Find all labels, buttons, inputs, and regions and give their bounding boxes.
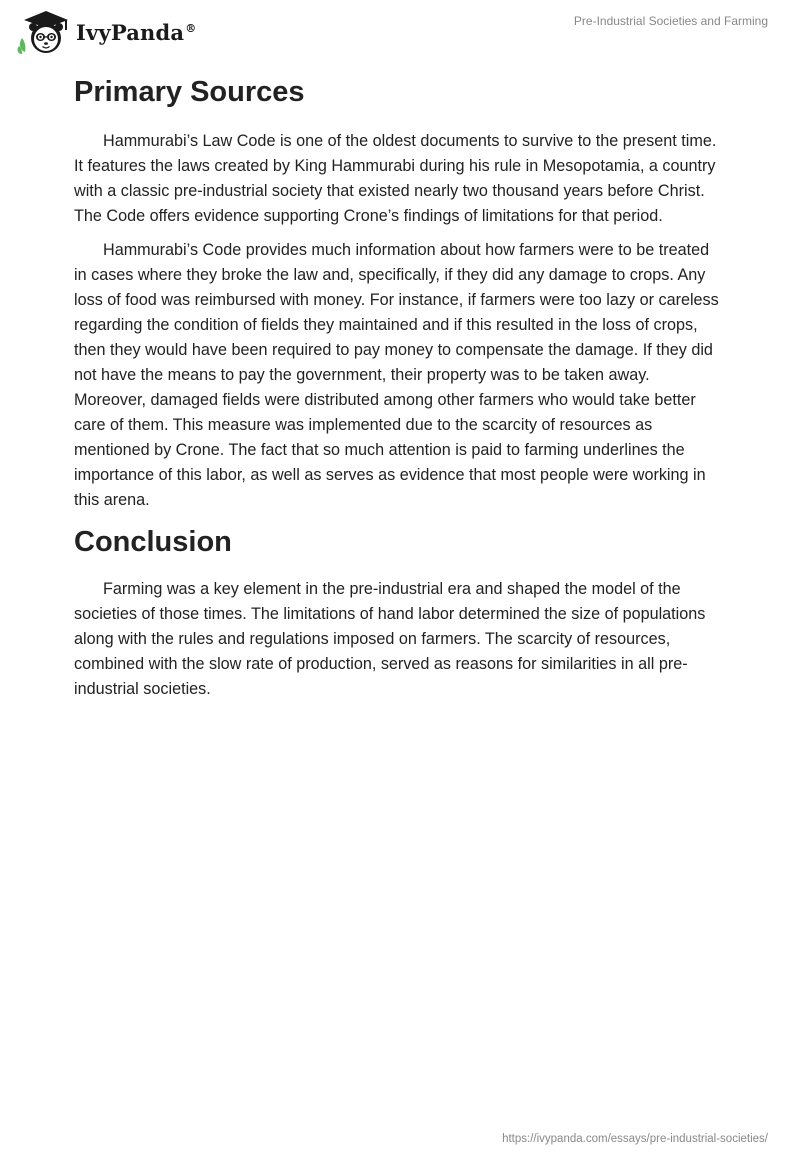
brand-name: IvyPanda® [76, 19, 197, 45]
paragraph: Hammurabi’s Law Code is one of the oldest documents to survive to the present time. It features the laws created by King Hammurabi during his rule in Mesopotamia, a country with a classic pre-industrial society that existed nearly two thousand years before Christ. The Code offers evidence supporting Crone’s findings of limitations for that period. [74, 132, 717, 225]
section-heading-conclusion: Conclusion [74, 526, 232, 558]
paragraph: Farming was a key element in the pre-industrial era and shaped the model of the societies of those times. The limitations of hand labor determined the size of populations along with the rules and regulations imposed on farmers. The scarcity of resources, combined with the slow rate of production, served as reasons for similarities in all pre-industrial societies. [74, 580, 706, 698]
registered-mark: ® [185, 21, 197, 35]
brand-logo[interactable] [16, 8, 196, 56]
panda-graduate-icon [16, 8, 72, 56]
paragraph: Hammurabi’s Code provides much information about how farmers were to be treated in cases where they broke the law and, specifically, if they did any damage to crops. Any loss of food was reimbursed with money. For instance, if farmers were too lazy or careless regarding the condition of fields they maintained and if this resulted in the loss of crops, then they would have been required to pay money to compensate the damage. If they did not have the means to pay the government, their property was to be taken away. Moreover, damaged fields were distributed among other farmers who would take better care of them. This measure was implemented due to the scarcity of resources as mentioned by Crone. The fact that so much attention is paid to farming underlines the importance of this labor, as well as serves as evidence that most people were working in this arena. [74, 241, 719, 509]
running-title: Pre-Industrial Societies and Farming [573, 14, 768, 28]
document-body [74, 70, 726, 711]
page-header [0, 0, 800, 62]
source-url[interactable]: https://ivypanda.com/essays/pre-industrial-societies/ [502, 1133, 768, 1145]
section-heading-primary-sources: Primary Sources [74, 76, 305, 108]
